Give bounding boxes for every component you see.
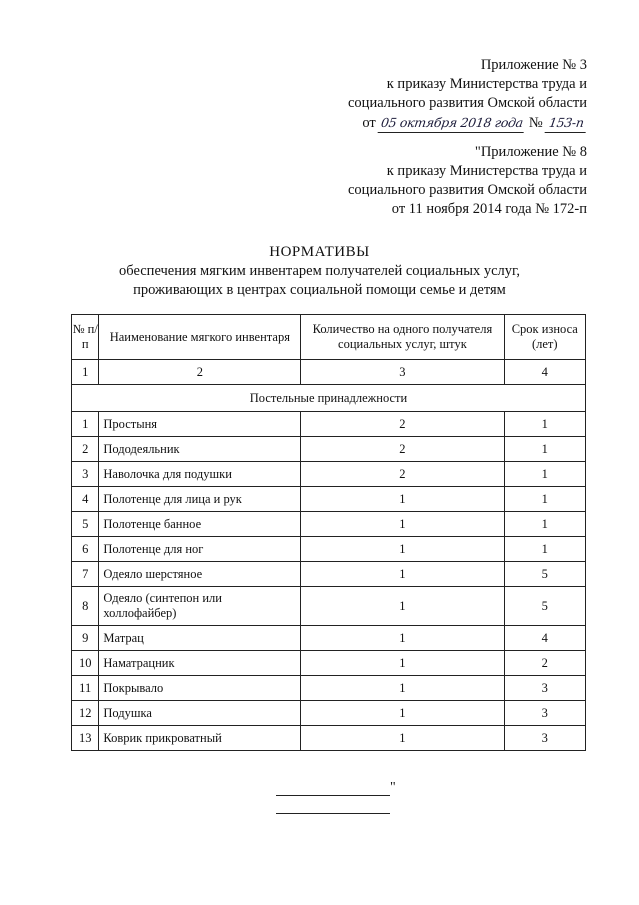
table-row (72, 701, 586, 726)
row-term: 1 (504, 512, 585, 537)
row-num: 2 (72, 437, 99, 462)
section-row (72, 385, 586, 412)
table-row (72, 562, 586, 587)
footer-rule-bottom (276, 812, 390, 814)
appendix-3-ministry-line: социального развития Омской области (348, 95, 587, 111)
row-name: Покрывало (99, 676, 301, 701)
appendix-8-date-line: от 11 ноября 2014 года № 172-п (391, 201, 587, 217)
appendix-8-header (348, 143, 587, 219)
table-header-row (72, 315, 586, 360)
table-row (72, 412, 586, 437)
row-term: 3 (504, 676, 585, 701)
appendix-8-title: "Приложение № 8 (474, 144, 587, 160)
appendix-8-ministry-line: социального развития Омской области (348, 182, 587, 198)
table-row (72, 462, 586, 487)
row-term: 1 (504, 462, 585, 487)
row-num: 6 (72, 537, 99, 562)
section-title: Постельные принадлежности (72, 385, 586, 412)
row-term: 5 (504, 562, 585, 587)
header-qty: Количество на одного получателя социальных услуг, штук (301, 315, 504, 360)
row-name: Полотенце банное (99, 512, 301, 537)
row-name: Наматрацник (99, 651, 301, 676)
row-qty: 2 (301, 462, 504, 487)
column-number: 1 (72, 360, 99, 385)
row-term: 4 (504, 626, 585, 651)
row-num: 9 (72, 626, 99, 651)
appendix-3-title: Приложение № 3 (480, 57, 587, 73)
row-name: Полотенце для ног (99, 537, 301, 562)
table-row (72, 651, 586, 676)
row-qty: 1 (301, 726, 504, 751)
table-row (72, 676, 586, 701)
header-name: Наименование мягкого инвентаря (99, 315, 301, 360)
number-label: № (528, 115, 543, 131)
table-row (72, 437, 586, 462)
row-qty: 2 (301, 437, 504, 462)
row-name: Коврик прикроватный (99, 726, 301, 751)
header-term: Срок износа (лет) (504, 315, 585, 360)
row-num: 3 (72, 462, 99, 487)
row-term: 1 (504, 537, 585, 562)
table-row (72, 512, 586, 537)
row-term: 3 (504, 726, 585, 751)
row-name: Одеяло шерстяное (99, 562, 301, 587)
table-row (72, 587, 586, 626)
row-qty: 1 (301, 701, 504, 726)
row-name: Наволочка для подушки (99, 462, 301, 487)
table-row (72, 487, 586, 512)
row-name: Пододеяльник (99, 437, 301, 462)
row-num: 7 (72, 562, 99, 587)
row-qty: 1 (301, 587, 504, 626)
row-qty: 1 (301, 512, 504, 537)
row-qty: 2 (301, 412, 504, 437)
row-qty: 1 (301, 676, 504, 701)
from-label: от (362, 115, 376, 131)
title-subtitle-line1: обеспечения мягким инвентарем получателей социальных услуг, (119, 263, 520, 279)
footer-separator (276, 780, 396, 796)
document-title (0, 243, 639, 300)
row-num: 8 (72, 587, 99, 626)
appendix-3-header (348, 56, 587, 133)
row-name: Полотенце для лица и рук (99, 487, 301, 512)
row-num: 1 (72, 412, 99, 437)
table-row (72, 726, 586, 751)
handwritten-date: 05 октября 2018 года (378, 113, 527, 133)
row-qty: 1 (301, 626, 504, 651)
row-qty: 1 (301, 651, 504, 676)
table-row (72, 537, 586, 562)
row-num: 11 (72, 676, 99, 701)
row-name: Подушка (99, 701, 301, 726)
row-term: 1 (504, 412, 585, 437)
row-name: Одеяло (синтепон или холлофайбер) (99, 587, 301, 626)
row-num: 4 (72, 487, 99, 512)
row-qty: 1 (301, 562, 504, 587)
closing-quote: " (390, 780, 396, 795)
row-term: 2 (504, 651, 585, 676)
row-num: 13 (72, 726, 99, 751)
row-name: Простыня (99, 412, 301, 437)
footer-rule (276, 781, 390, 796)
column-number: 2 (99, 360, 301, 385)
title-heading: НОРМАТИВЫ (269, 244, 370, 260)
row-num: 12 (72, 701, 99, 726)
row-name: Матрац (99, 626, 301, 651)
row-term: 1 (504, 487, 585, 512)
row-qty: 1 (301, 537, 504, 562)
row-term: 5 (504, 587, 585, 626)
title-subtitle-line2: проживающих в центрах социальной помощи семье и детям (133, 282, 506, 298)
row-num: 5 (72, 512, 99, 537)
table-row (72, 626, 586, 651)
row-term: 3 (504, 701, 585, 726)
column-number-row (72, 360, 586, 385)
appendix-3-date-line (348, 113, 587, 133)
column-number: 4 (504, 360, 585, 385)
appendix-3-order-line: к приказу Министерства труда и (386, 76, 587, 92)
row-term: 1 (504, 437, 585, 462)
row-qty: 1 (301, 487, 504, 512)
row-num: 10 (72, 651, 99, 676)
appendix-8-order-line: к приказу Министерства труда и (386, 163, 587, 179)
header-num: № п/п (72, 315, 99, 360)
norms-table (71, 314, 586, 751)
column-number: 3 (301, 360, 504, 385)
handwritten-number: 153-п (545, 113, 588, 133)
